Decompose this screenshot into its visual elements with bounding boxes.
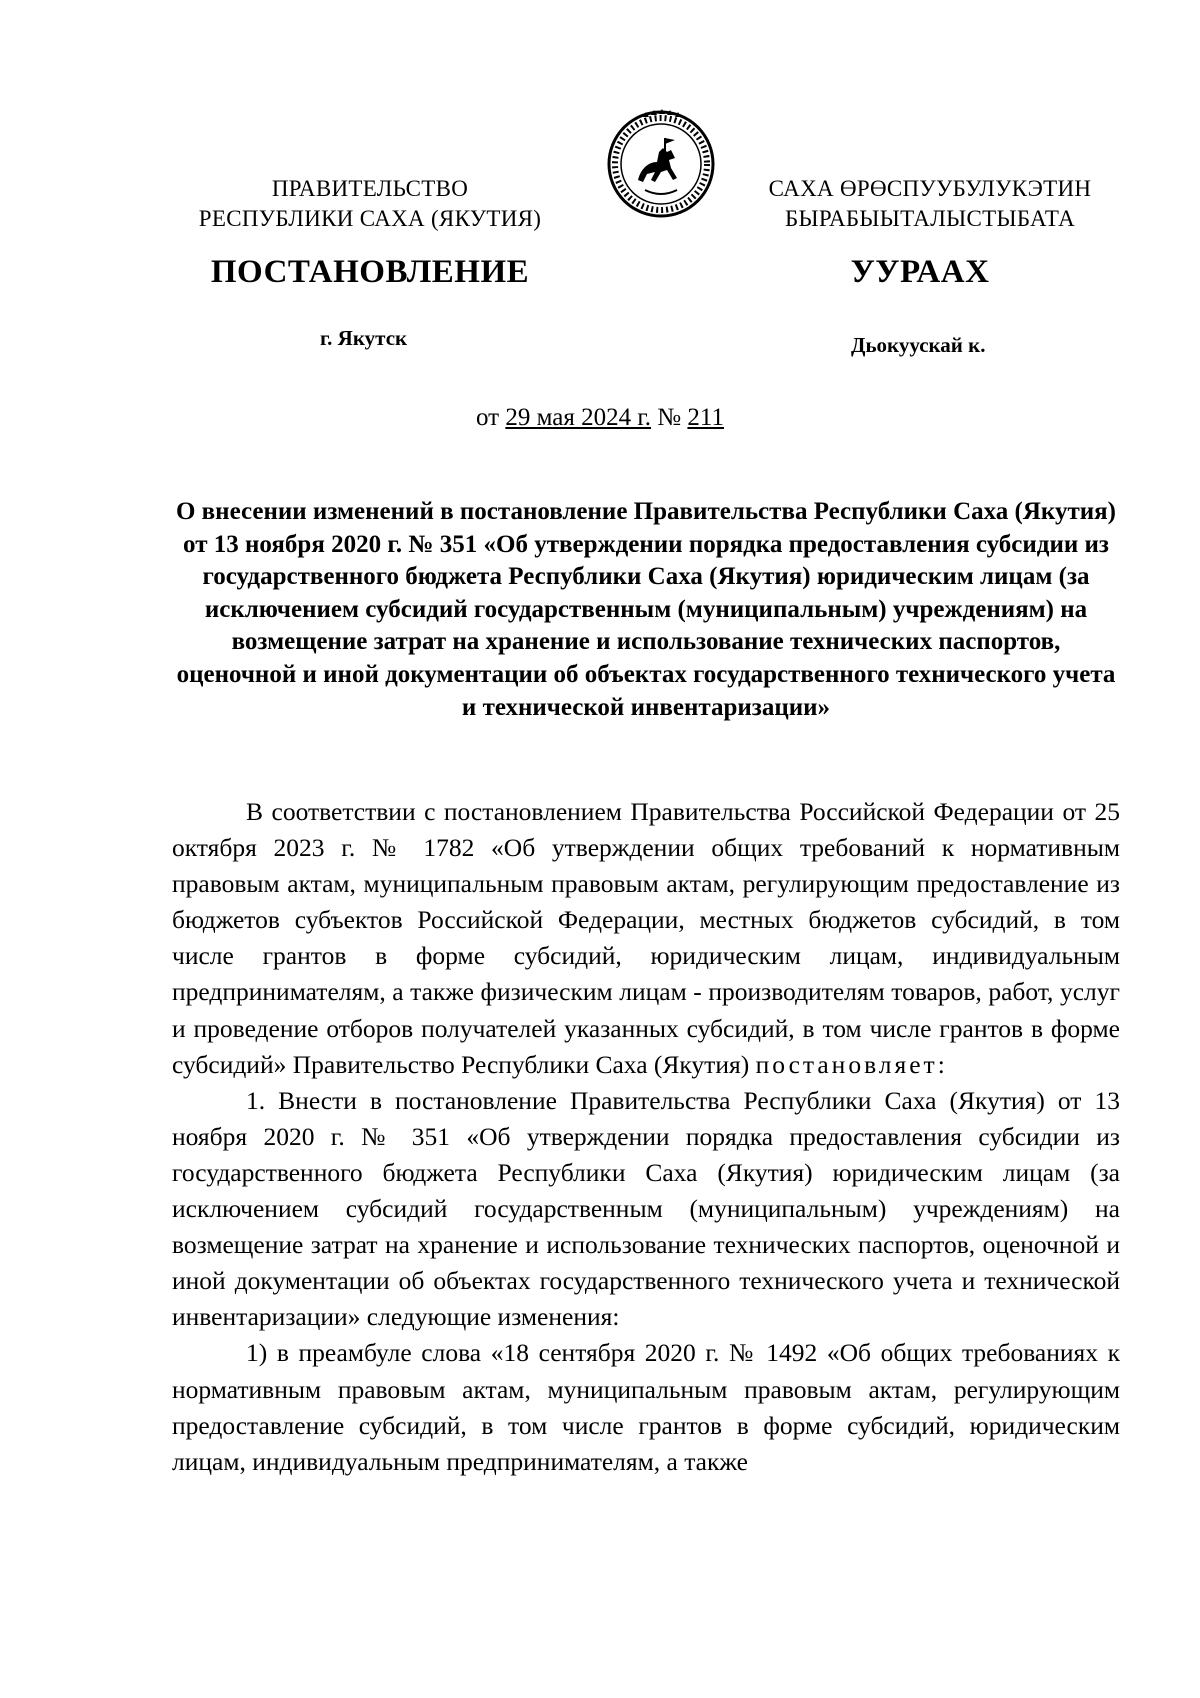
government-name-ru [190,174,550,234]
decree-date: 29 мая 2024 г. [505,404,652,431]
decree-body [172,794,1120,1480]
number-sign: № [657,404,682,431]
city-sakha: Дьокуускай к. [851,333,986,357]
government-sakha-line-2: БЫРАБЫЫТАЛЫСТЫБАТА [784,206,1076,231]
government-sakha-line-1: САХА ӨРӨСПУУБУЛУКЭТИН [768,176,1092,201]
decree-title: О внесении изменений в постановление Правительства Республики Саха (Якутия) от 13 ноября 2020 г. № 351 «Об утверждении порядка предоставления субсидии из государственного бюджета Республики Саха (Якутия) юридическим лицам (за исключением субсидий государственным (муниципальным) учреждениям) на возмещение затрат на хранение и использование технических паспортов, оценочной и иной документации об объектах государственного технического учета и технической инвентаризации» [175,498,1117,721]
doc-type-sakha: УУРААХ [850,254,990,290]
city-ru: г. Якутск [320,326,408,350]
decree-number: 211 [687,404,724,431]
government-line-2: РЕСПУБЛИКИ САХА (ЯКУТИЯ) [198,206,542,231]
preamble-text: В соответствии с постановлением Правительства Российской Федерации от 25 октября 2023 г. № 1782 «Об утверждении общих требований к нормативным правовым актам, муниципальным правовым актам, регулирующим предоставление из бюджетов субъектов Российской Федерации, местных бюджетов субсидий, в том числе грантов в форме субсидий, юридическим лицам, индивидуальным предпринимателям, а также физическим лицам - производителям товаров, работ, услуг и проведение отборов получателей указанных субсидий, в том числе грантов в форме субсидий» Правительство Республики Саха (Якутия) [172,797,1120,1079]
government-name-sakha [745,174,1115,234]
subitem-1-paragraph: 1) в преамбуле слова «18 сентября 2020 г. № 1492 «Об общих требованиях к нормативным правовым актам, муниципальным правовым актам, регулирующим предоставление субсидий, в том числе грантов в форме субсидий, юридическим лицам, индивидуальным предпринимателям, а также [172,1338,1120,1476]
dateline-prefix: от [476,404,500,431]
decree-dateline [0,404,1200,432]
decree-word: постановляет: [755,1049,948,1079]
item-1-paragraph: 1. Внести в постановление Правительства Республики Саха (Якутия) от 13 ноября 2020 г. № 351 «Об утверждении порядка предоставления субсидии из государственного бюджета Республики Саха (Якутия) юридическим лицам (за исключением субсидий государственным (муниципальным) учреждениям) на возмещение затрат на хранение и использование технических паспортов, оценочной и иной документации об объектах государственного технического учета и технической инвентаризации» следующие изменения: [172,1085,1120,1332]
government-line-1: ПРАВИТЕЛЬСТВО [271,176,469,201]
coat-of-arms-yakutia-icon [605,108,717,220]
doc-type-ru: ПОСТАНОВЛЕНИЕ [210,254,530,290]
preamble-paragraph [172,794,1120,1083]
